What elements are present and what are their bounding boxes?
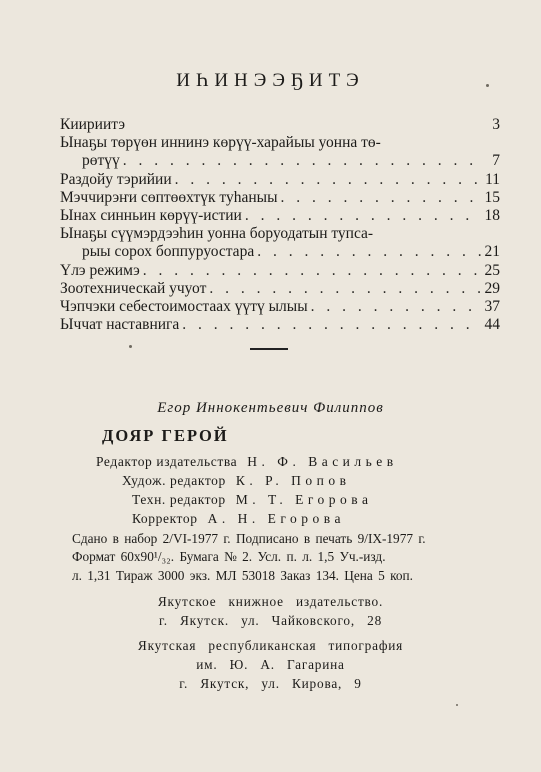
imprint-line: Формат 60х90¹/₃₂. Бумага № 2. Усл. п. л. 1,5 Уч.-изд. <box>72 549 386 565</box>
book-title: ДОЯР ГЕРОЙ <box>102 426 229 445</box>
imprint-details <box>72 530 492 585</box>
contents-heading: ИҺИНЭЭҔИТЭ <box>176 70 365 91</box>
publisher-block <box>0 592 541 630</box>
toc-entry <box>60 207 500 225</box>
toc-entry-title: Раздойу тэрийии <box>60 170 172 188</box>
toc-entry-continuation <box>60 152 500 170</box>
credit-line <box>96 471 476 490</box>
toc-entry-page: 21 <box>484 243 500 261</box>
toc-entry <box>60 225 500 243</box>
toc-entry-title: Үлэ режимэ <box>60 261 140 279</box>
table-of-contents <box>60 116 500 334</box>
printer-line: Якутская республиканская типография <box>137 638 404 653</box>
toc-leader <box>281 189 482 207</box>
printer-line: им. Ю. А. Гагарина <box>196 657 345 672</box>
toc-entry-title: Мэччирэҥи сөптөөхтүк туһаныы <box>60 188 278 206</box>
toc-entry <box>60 316 500 334</box>
imprint-line: л. 1,31 Тираж 3000 экз. МЛ 53018 Заказ 134. Цена 5 коп. <box>72 567 413 583</box>
toc-leader <box>175 171 482 189</box>
toc-leader <box>257 243 481 261</box>
credit-name: К. Р. Попов <box>235 473 351 488</box>
publisher-line: Якутское книжное издательство. <box>157 594 384 609</box>
credit-name: М. Т. Егорова <box>235 492 373 507</box>
toc-leader <box>245 207 482 225</box>
printer-block <box>0 636 541 693</box>
toc-entry-page: 7 <box>492 152 500 170</box>
toc-entry <box>60 189 500 207</box>
toc-entry-continuation <box>60 243 500 261</box>
toc-entry-title: Зоотехническай учуот <box>60 279 207 297</box>
editorial-credits <box>96 452 476 528</box>
publisher-line: г. Якутск. ул. Чайковского, 28 <box>158 613 383 628</box>
toc-entry-page: 3 <box>492 116 500 133</box>
imprint-line: Сдано в набор 2/VI-1977 г. Подписано в печать 9/IX-1977 г. <box>72 531 426 546</box>
toc-entry-title: Ынаҕы сүүмэрдээһин уонна боруодатын тупса- <box>60 225 374 243</box>
toc-entry-title: Ынах синньин көрүү-истии <box>60 206 242 224</box>
toc-entry-title: Чэпчэки себестоимостаах үүтү ылыы <box>60 297 308 315</box>
toc-entry-page: 25 <box>484 261 500 279</box>
toc-entry <box>60 116 500 134</box>
toc-entry-page: 15 <box>484 188 500 206</box>
credit-name: А. Н. Егорова <box>207 511 345 526</box>
toc-leader <box>182 316 481 334</box>
printer-line: г. Якутск, ул. Кирова, 9 <box>179 676 362 691</box>
toc-entry-page: 29 <box>484 279 500 297</box>
credit-line <box>96 490 476 509</box>
toc-entry-title: Ыччат наставнига <box>60 316 180 334</box>
toc-entry-title: рөтүү <box>82 152 120 170</box>
toc-entry <box>60 134 500 152</box>
credit-role: Техн. редактор <box>132 492 226 507</box>
toc-leader <box>143 262 482 280</box>
paper-speck <box>129 345 132 348</box>
paper-speck <box>456 704 458 706</box>
author-name: Егор Иннокентьевич Филиппов <box>157 400 384 416</box>
toc-entry <box>60 280 500 298</box>
credit-line <box>96 452 476 471</box>
toc-entry-page: 11 <box>485 170 500 188</box>
toc-entry-page: 18 <box>484 206 500 224</box>
toc-entry-page: 44 <box>484 316 500 334</box>
credit-role: Худож. редактор <box>122 473 226 488</box>
toc-entry <box>60 298 500 316</box>
toc-leader <box>209 280 481 298</box>
section-divider <box>250 348 288 350</box>
toc-entry-title: рыы сорох боппуруостара <box>82 243 255 261</box>
toc-leader <box>123 152 483 170</box>
credit-role: Корректор <box>132 511 198 526</box>
toc-entry-title: Киириитэ <box>60 116 126 133</box>
credit-name: Н. Ф. Васильев <box>247 454 398 469</box>
credit-role: Редактор издательства <box>96 454 238 469</box>
toc-entry <box>60 171 500 189</box>
toc-entry-title: Ынаҕы төрүөн иннинэ көрүү-харайыы уонна тө- <box>60 134 381 152</box>
toc-entry <box>60 262 500 280</box>
toc-leader <box>311 298 482 316</box>
toc-entry-page: 37 <box>484 297 500 315</box>
credit-line <box>96 509 476 528</box>
paper-speck <box>486 84 489 87</box>
